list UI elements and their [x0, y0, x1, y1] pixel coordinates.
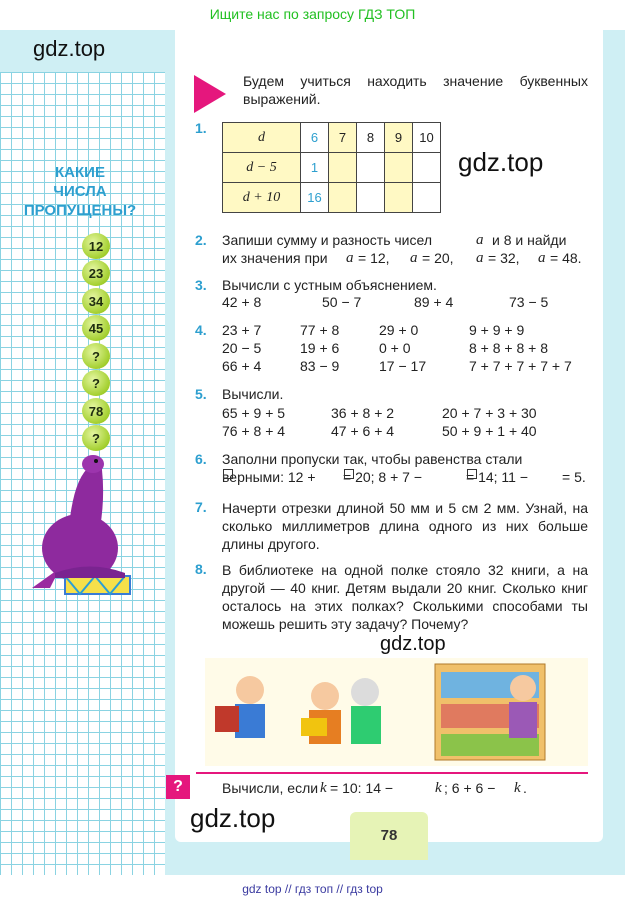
table-cell: [357, 183, 385, 213]
library-illustration: [205, 658, 588, 766]
table-cell: 10: [413, 123, 441, 153]
number-bubble: 78: [82, 398, 110, 424]
task1-table: [222, 122, 441, 213]
task-number: 1.: [195, 120, 207, 136]
number-bubble: ?: [82, 425, 110, 451]
table-cell: 7: [329, 123, 357, 153]
number-bubble: 45: [82, 315, 110, 341]
table-cell: 9: [385, 123, 413, 153]
table-cell: [329, 153, 357, 183]
task-number: 7.: [195, 499, 207, 515]
topic-flag-icon: [194, 75, 226, 113]
table-cell: 16: [301, 183, 329, 213]
table-cell: 1: [301, 153, 329, 183]
table-cell: 6: [301, 123, 329, 153]
table-cell: d: [223, 123, 301, 153]
watermark-right: gdz.top: [458, 147, 544, 177]
table-cell: [413, 153, 441, 183]
watermark-top-left: gdz.top: [33, 36, 106, 61]
seal-illustration: [30, 448, 145, 598]
table-cell: [385, 153, 413, 183]
bottom-banner: gdz top // гдз топ // гдз top: [242, 882, 383, 896]
task-number: 3.: [195, 277, 207, 293]
task-number: 2.: [195, 232, 207, 248]
divider-line: [196, 772, 588, 774]
table-row: [223, 153, 441, 183]
watermark-bottom: gdz.top: [190, 803, 276, 833]
number-bubble: ?: [82, 370, 110, 396]
sidebar-title: КАКИЕ ЧИСЛА ПРОПУЩЕНЫ?: [23, 164, 137, 219]
task7-text: Начерти отрезки длиной 50 мм и 5 см 2 мм. Узнай, на сколько миллиметров длина одного из них больше длины другого.: [222, 500, 588, 552]
number-bubble: 34: [82, 288, 110, 314]
table-cell: 8: [357, 123, 385, 153]
task-number: 5.: [195, 386, 207, 402]
page-number: 78: [350, 812, 428, 860]
watermark-middle: gdz.top: [380, 633, 446, 655]
intro-text: Будем учиться находить значение буквенных выражений.: [243, 73, 588, 107]
number-bubble: 12: [82, 233, 110, 259]
task-number: 4.: [195, 322, 207, 338]
table-cell: [385, 183, 413, 213]
number-bubble: ?: [82, 343, 110, 369]
table-cell: [413, 183, 441, 213]
question-badge-icon: ?: [166, 775, 190, 799]
task8-text: В библиотеке на одной полке стояло 32 книги, а на другой — 40 книг. Детям выдали 20 книг. Сколько книг осталось на этих полках? Сколькими способами ты можешь решить эту задачу? Почему?: [222, 562, 588, 632]
table-cell: d − 5: [223, 153, 301, 183]
task-number: 8.: [195, 561, 207, 577]
task-number: 6.: [195, 451, 207, 467]
table-cell: [357, 153, 385, 183]
table-cell: d + 10: [223, 183, 301, 213]
top-banner: Ищите нас по запросу ГДЗ ТОП: [209, 6, 416, 22]
table-row: [223, 123, 441, 153]
table-row: [223, 183, 441, 213]
number-bubble: 23: [82, 260, 110, 286]
table-cell: [329, 183, 357, 213]
